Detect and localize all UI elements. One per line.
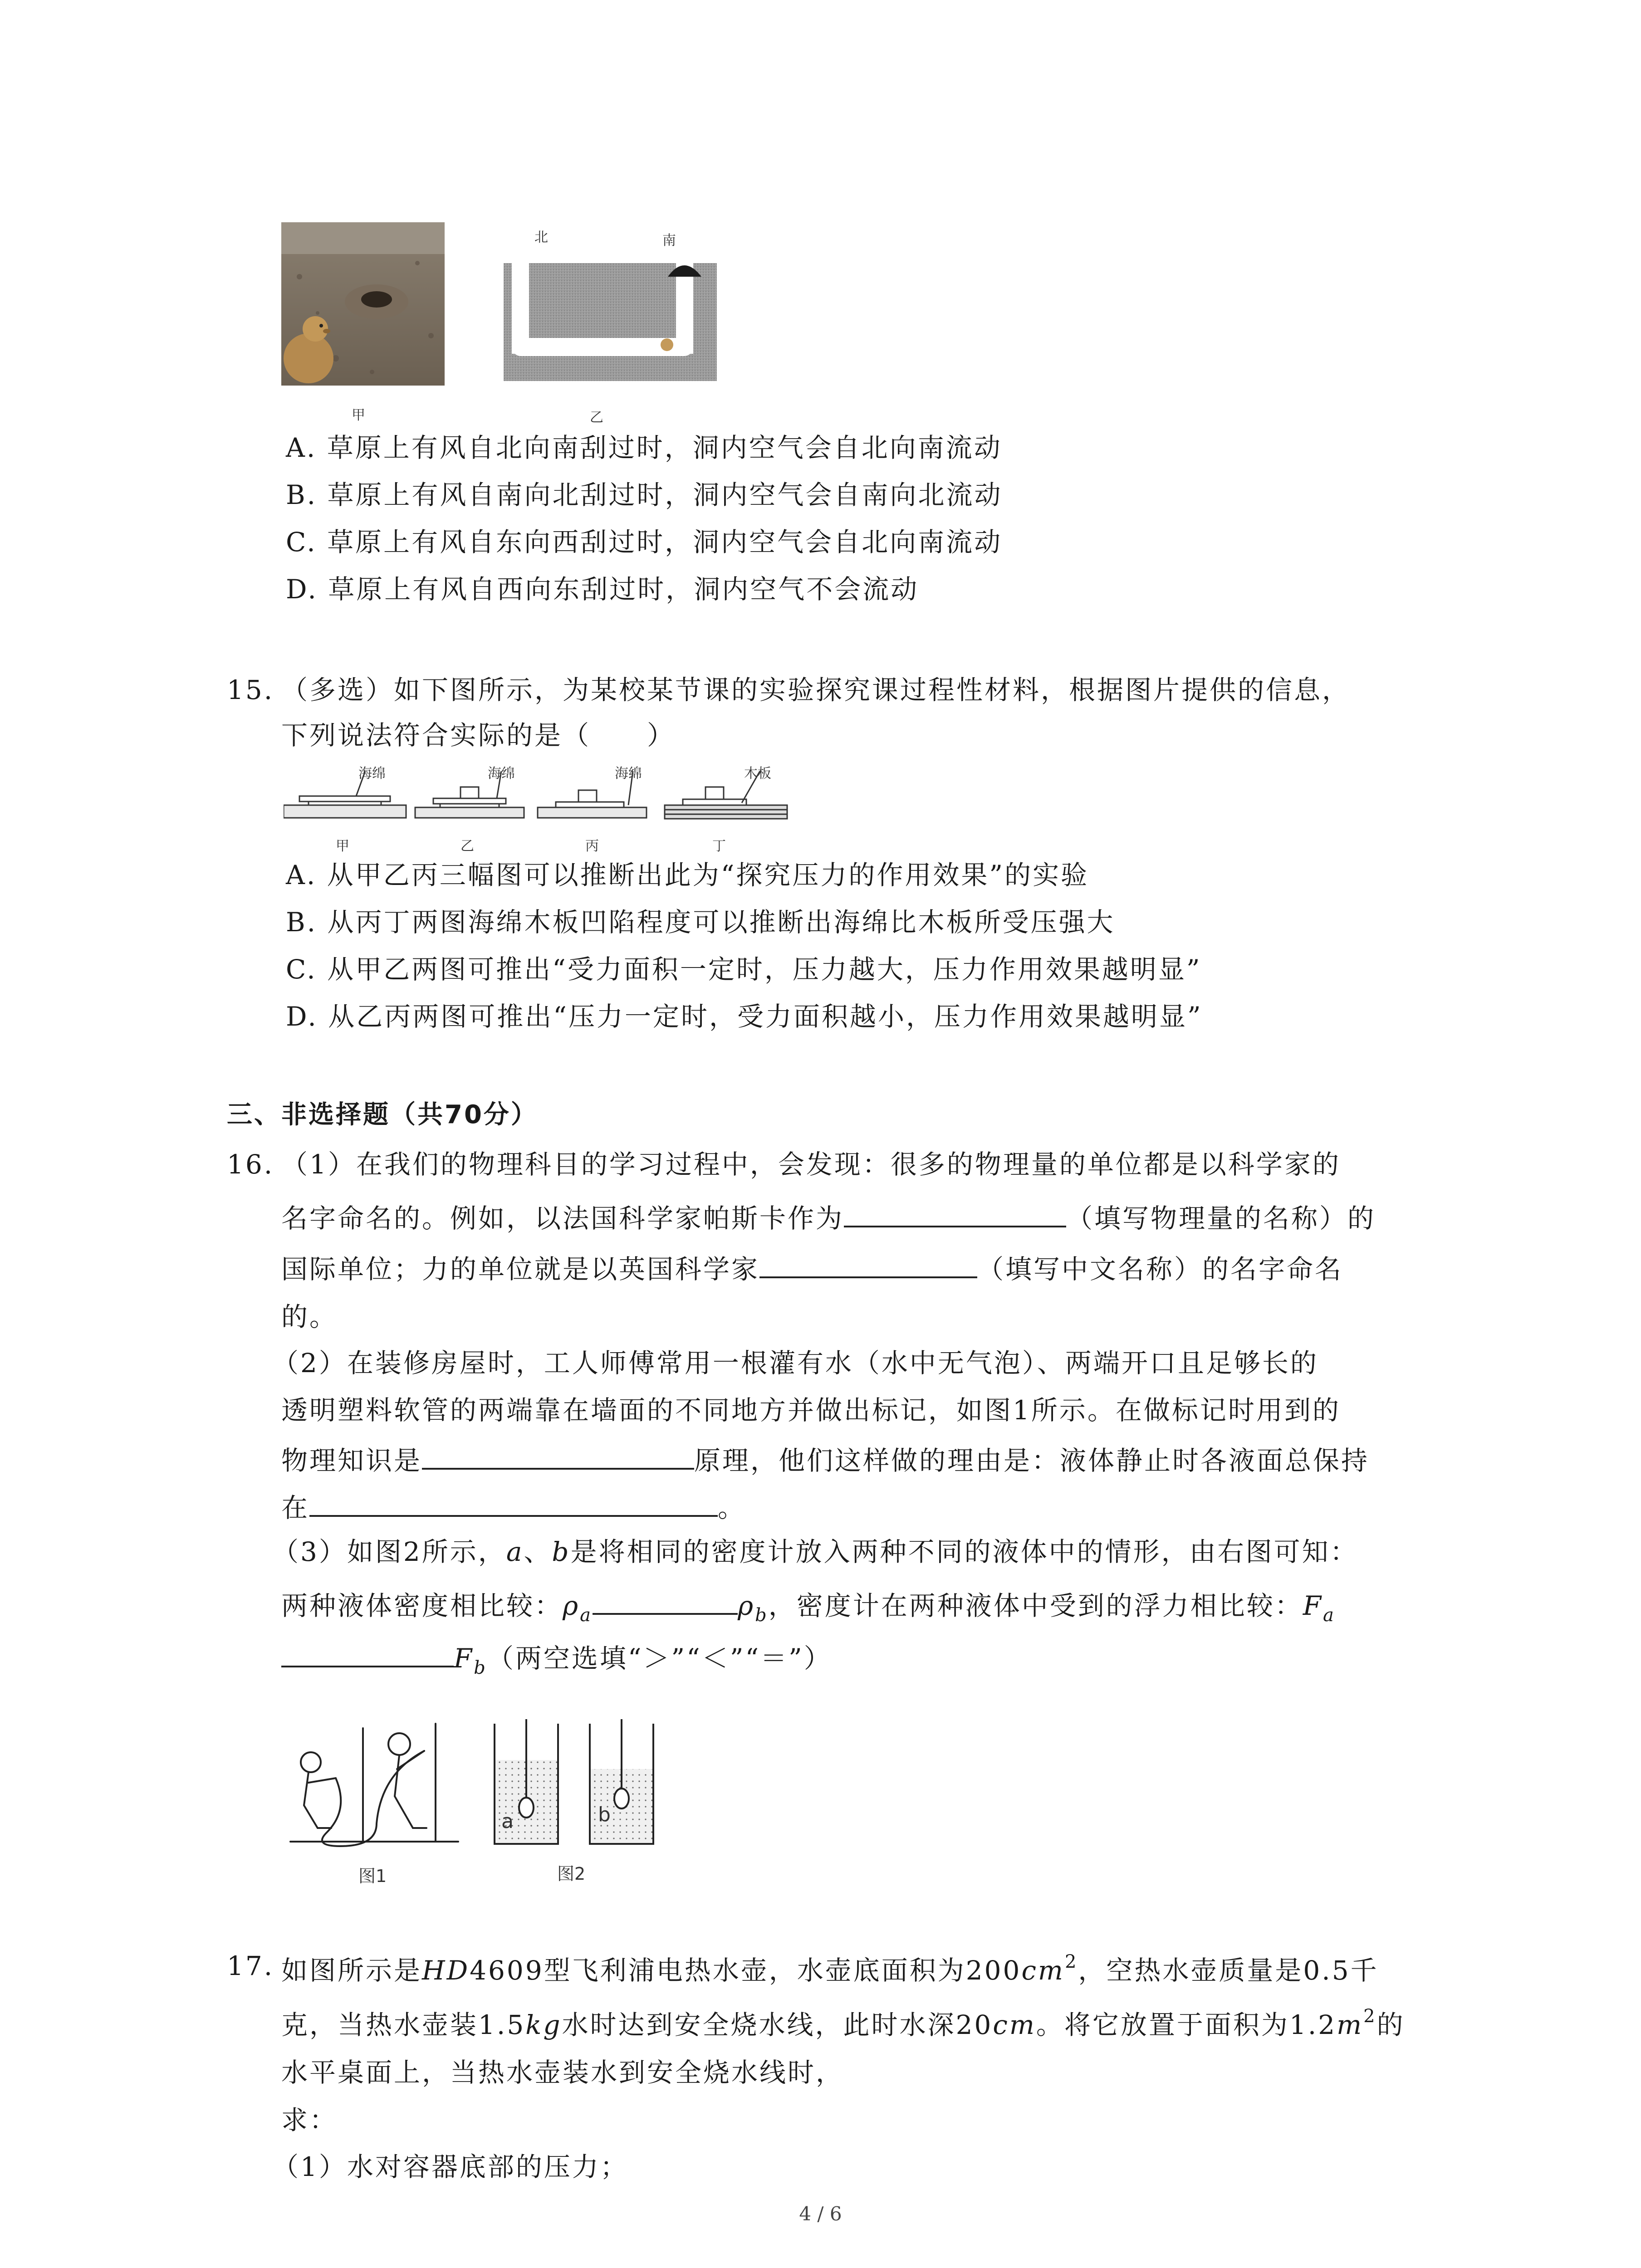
q17-unit-cm: cm bbox=[1021, 1955, 1065, 1986]
q16-p3-line2-text-b: ，密度计在两种液体中受到的浮力相比较： bbox=[768, 1590, 1303, 1621]
q16-p1-line3-text-a: 国际单位；力的单位就是以英国科学家 bbox=[281, 1254, 760, 1285]
q17-l2-text-c: 。将它放置于面积为 bbox=[1036, 2009, 1289, 2040]
q16-p3-line3 bbox=[281, 1642, 832, 1677]
fig-label-north: 北 bbox=[534, 230, 548, 245]
fig1-label: 图1 bbox=[358, 1866, 387, 1886]
q16-blank-density-compare[interactable] bbox=[593, 1589, 738, 1615]
q16-p3-line1-text-b: 是将相同的密度计放入两种不同的液体中的情形，由右图可知： bbox=[570, 1536, 1358, 1567]
q16-var-b: b bbox=[552, 1536, 571, 1567]
q16-p2-line4-text-b: 。 bbox=[718, 1492, 746, 1523]
q16-p3-line2-text-a: 两种液体密度相比较： bbox=[281, 1590, 563, 1621]
q17-l1-text-a: 如图所示是 bbox=[281, 1955, 422, 1986]
q16-blank-principle[interactable] bbox=[422, 1444, 694, 1470]
q16-p1-line2-text-a: 名字命名的。例如，以法国科学家帕斯卡作为 bbox=[281, 1203, 844, 1234]
q14-option-d: D. 草原上有风自西向东刮过时，洞内空气不会流动 bbox=[286, 574, 919, 605]
q16-p1-line4: 的。 bbox=[281, 1301, 338, 1332]
q14-option-b: B. 草原上有风自南向北刮过时，洞内空气会自南向北流动 bbox=[286, 479, 1003, 510]
q17-unit-m: m bbox=[1337, 2009, 1364, 2040]
fig-label-yi-q15: 乙 bbox=[460, 838, 474, 854]
q16-rho-b: ρ bbox=[737, 1590, 755, 1621]
q17-unit-cm-2: cm bbox=[993, 2009, 1036, 2040]
q17-l1-text-b: 型飞利浦电热水壶，水壶底面积为 bbox=[544, 1955, 966, 1986]
q17-l2-text-d: 的 bbox=[1376, 2009, 1405, 2040]
q16-p1-line3-text-b: （填写中文名称）的名字命名 bbox=[977, 1254, 1343, 1285]
fig-label-sponge-1: 海绵 bbox=[358, 766, 386, 782]
q17-model-number: 4609 bbox=[470, 1955, 544, 1986]
q16-p2-line1: （2）在装修房屋时，工人师傅常用一根灌有水（水中无气泡）、两端开口且足够长的 bbox=[272, 1348, 1318, 1378]
fig-label-ding: 丁 bbox=[712, 838, 726, 854]
q17-line2 bbox=[281, 2007, 1405, 2038]
q17-water-depth: 20 bbox=[955, 2009, 993, 2040]
fig-label-yi-q14: 乙 bbox=[590, 410, 603, 425]
section-3-title: 三、非选择题（共70分） bbox=[227, 1100, 538, 1129]
q17-l2-text-b: 水时达到安全烧水线，此时水深 bbox=[562, 2009, 956, 2040]
fig-label-south: 南 bbox=[662, 233, 676, 249]
q16-p2-line3-text-a: 物理知识是 bbox=[281, 1445, 422, 1476]
q17-table-area: 1.2 bbox=[1289, 2009, 1337, 2040]
q17-unit-cm-sup: 2 bbox=[1064, 1951, 1078, 1972]
q16-p3-sep: 、 bbox=[524, 1536, 552, 1567]
fig2-hydrometer-b: b bbox=[598, 1803, 611, 1826]
fig-label-jia-q15: 甲 bbox=[336, 838, 349, 854]
q16-blank-buoyancy-compare[interactable] bbox=[281, 1642, 454, 1667]
prairie-dog-photo bbox=[281, 222, 445, 386]
q17-model-letters: HD bbox=[422, 1955, 470, 1986]
q16-rho-a: ρ bbox=[563, 1590, 580, 1621]
q15-option-b: B. 从丙丁两图海绵木板凹陷程度可以推断出海绵比木板所受压强大 bbox=[286, 907, 1115, 938]
q17-kettle-mass: 0.5 bbox=[1303, 1955, 1351, 1986]
q17-water-mass: 1.5 bbox=[478, 2009, 526, 2040]
q16-F-b: F bbox=[454, 1643, 474, 1674]
q16-F-a: F bbox=[1303, 1590, 1323, 1621]
fig-label-bing: 丙 bbox=[585, 838, 599, 854]
q17-l2-text-a: 克，当热水壶装 bbox=[281, 2009, 479, 2040]
q16-rho-b-sub: b bbox=[755, 1605, 769, 1626]
q17-unit-kg: kg bbox=[525, 2009, 562, 2040]
fig-label-board: 木板 bbox=[744, 766, 771, 782]
q17-unit-m-sup: 2 bbox=[1363, 2006, 1377, 2027]
q15-stem-line2: 下列说法符合实际的是（ ） bbox=[281, 720, 676, 751]
q14-option-a: A. 草原上有风自北向南刮过时，洞内空气会自北向南流动 bbox=[286, 432, 1002, 463]
q16-p3-line1 bbox=[272, 1536, 1358, 1567]
q16-F-a-sub: a bbox=[1323, 1605, 1336, 1626]
q17-l1-text-d: 千 bbox=[1350, 1955, 1379, 1986]
workers-level-tube-figure bbox=[286, 1719, 463, 1855]
q15-option-a: A. 从甲乙丙三幅图可以推断出此为“探究压力的作用效果”的实验 bbox=[286, 860, 1089, 890]
q16-rho-a-sub: a bbox=[580, 1605, 593, 1626]
q17-base-area: 200 bbox=[965, 1955, 1022, 1986]
q17-l1-text-c: ，空热水壶质量是 bbox=[1078, 1955, 1303, 1986]
q16-p1-line2 bbox=[281, 1202, 1376, 1232]
fig-label-jia: 甲 bbox=[352, 407, 365, 423]
q16-p2-line4 bbox=[281, 1491, 746, 1521]
q16-p1-line2-text-b: （填写物理量的名称）的 bbox=[1066, 1203, 1376, 1234]
q16-number: 16. bbox=[227, 1149, 274, 1180]
fig-label-sponge-2: 海绵 bbox=[488, 766, 515, 782]
q16-F-b-sub: b bbox=[474, 1657, 487, 1678]
q15-option-c: C. 从甲乙两图可推出“受力面积一定时，压力越大，压力作用效果越明显” bbox=[286, 954, 1202, 985]
q16-var-a: a bbox=[506, 1536, 524, 1567]
q16-p2-line2: 透明塑料软管的两端靠在墙面的不同地方并做出标记，如图1所示。在做标记时用到的 bbox=[281, 1395, 1341, 1426]
q16-p2-line4-text-a: 在 bbox=[281, 1492, 310, 1523]
q17-line4: 求： bbox=[281, 2105, 338, 2136]
q16-p1-line3 bbox=[281, 1253, 1343, 1285]
q17-number: 17. bbox=[227, 1950, 274, 1981]
burrow-cross-section bbox=[504, 263, 717, 381]
q17-line1 bbox=[281, 1953, 1379, 1984]
q16-p1-line1: （1）在我们的物理科目的学习过程中，会发现：很多的物理量的单位都是以科学家的 bbox=[281, 1149, 1341, 1180]
q15-stem-line1: （多选）如下图所示，为某校某节课的实验探究课过程性材料，根据图片提供的信息， bbox=[281, 675, 1351, 705]
fig2-hydrometer-a: a bbox=[501, 1810, 514, 1833]
q15-option-d: D. 从乙丙两图可推出“压力一定时，受力面积越小，压力作用效果越明显” bbox=[286, 1001, 1203, 1032]
page-number: 4 / 6 bbox=[799, 2203, 842, 2225]
q14-option-c: C. 草原上有风自东向西刮过时，洞内空气会自北向南流动 bbox=[286, 527, 1003, 557]
q16-blank-scientist-name[interactable] bbox=[759, 1253, 977, 1278]
q16-p3-line1-text-a: （3）如图2所示， bbox=[272, 1536, 506, 1567]
q16-p2-line3-text-b: 原理，他们这样做的理由是：液体静止时各液面总保持 bbox=[694, 1445, 1370, 1476]
q16-blank-liquid-level[interactable] bbox=[309, 1491, 718, 1517]
q16-p2-line3 bbox=[281, 1444, 1369, 1474]
q16-blank-physical-quantity[interactable] bbox=[844, 1202, 1066, 1227]
q15-number: 15. bbox=[227, 675, 274, 705]
fig-label-sponge-3: 海绵 bbox=[615, 766, 642, 782]
q16-p3-line2 bbox=[281, 1589, 1336, 1624]
q17-line5: （1）水对容器底部的压力； bbox=[272, 2151, 628, 2182]
hydrometers-figure bbox=[490, 1715, 662, 1851]
q17-line3: 水平桌面上，当热水壶装水到安全烧水线时， bbox=[281, 2057, 844, 2088]
fig2-label: 图2 bbox=[557, 1864, 586, 1884]
q16-p3-line3-text-b: （两空选填“＞”“＜”“＝”） bbox=[487, 1643, 832, 1674]
